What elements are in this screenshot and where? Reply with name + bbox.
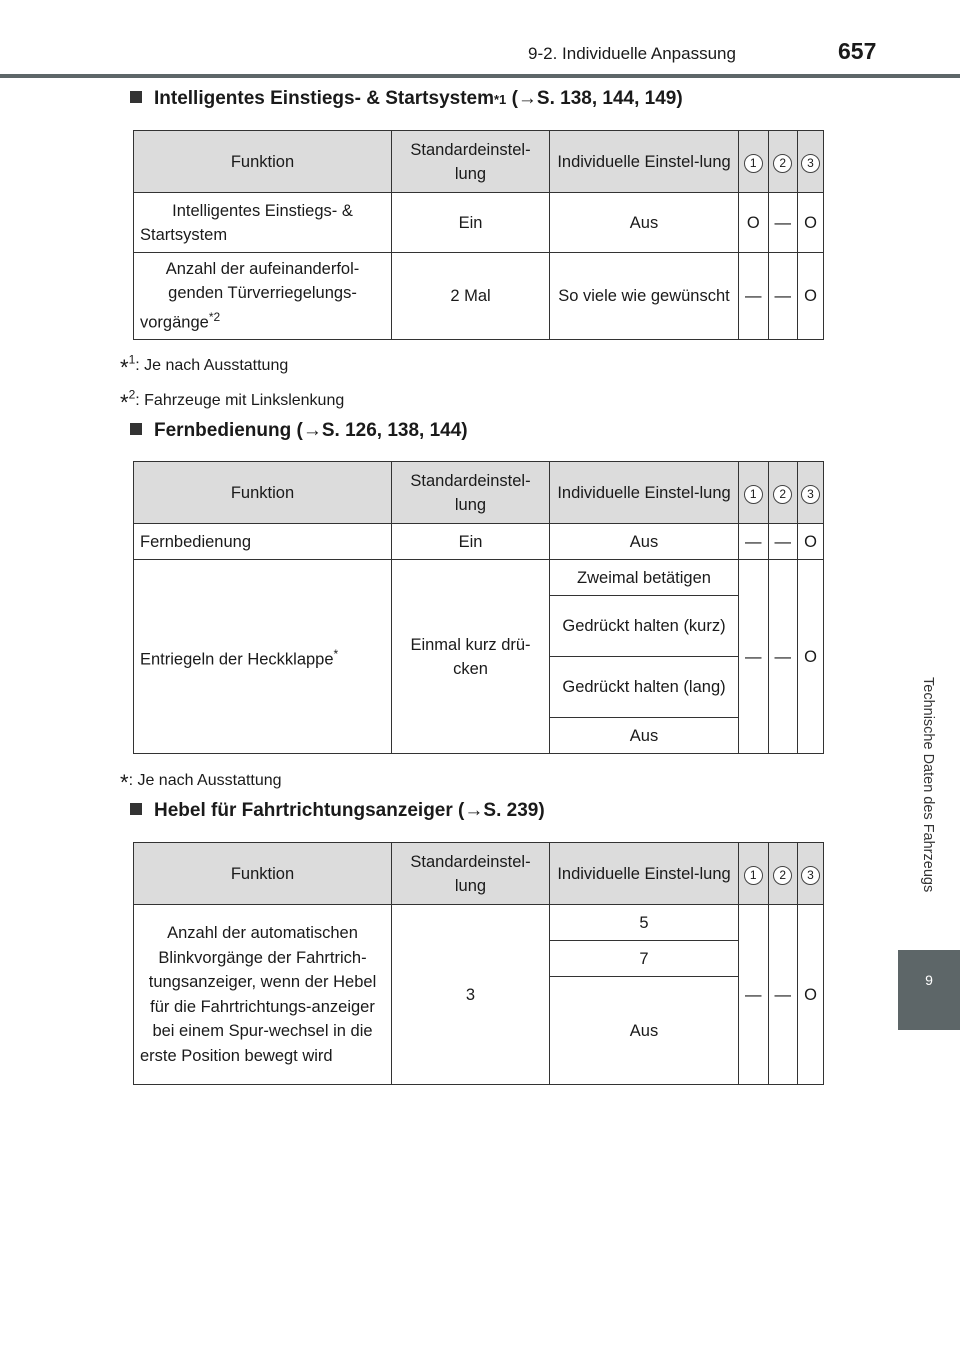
cell-mark: — bbox=[768, 905, 798, 1085]
cell-function: Anzahl der aufeinanderfol-genden Türverriegelungs-vorgänge$^{*2}$ bbox=[134, 253, 392, 340]
cell-standard: Einmal kurz drü-cken bbox=[392, 560, 550, 754]
th-funktion: Funktion bbox=[134, 843, 392, 905]
page-number: 657 bbox=[838, 38, 877, 64]
cell-individual: So viele wie gewünscht bbox=[550, 253, 739, 340]
cell-standard: 2 Mal bbox=[392, 253, 550, 340]
section-heading-3: Hebel für Fahrtrichtungsanzeiger ( → S. 239) bbox=[130, 800, 545, 822]
section-title: Intelligentes Einstiegs- & Startsystem bbox=[154, 88, 494, 109]
footnote-2: *$^2$: Fahrzeuge mit Linkslenkung bbox=[120, 387, 345, 415]
cell-individual-option: Aus bbox=[550, 718, 739, 754]
arrow-right-icon: → bbox=[302, 420, 322, 441]
th-num-2: 2 bbox=[768, 843, 798, 905]
footnote-3: *: Je nach Ausstattung bbox=[120, 770, 282, 795]
header-section-title: 9-2. Individuelle Anpassung bbox=[528, 44, 736, 63]
header-rule bbox=[0, 74, 960, 78]
cell-individual: Aus bbox=[550, 524, 739, 560]
footnote-1: *$^1$: Je nach Ausstattung bbox=[120, 352, 289, 380]
cell-function: Entriegeln der Heckklappe* bbox=[134, 560, 392, 754]
cell-mark: — bbox=[768, 253, 798, 340]
cell-individual-option: 7 bbox=[550, 941, 739, 977]
section-title: Hebel für Fahrtrichtungsanzeiger bbox=[154, 800, 453, 821]
cell-mark: — bbox=[739, 560, 769, 754]
th-individuell: Individuelle Einstel-lung bbox=[550, 131, 739, 193]
table-3 bbox=[133, 842, 824, 1085]
cell-standard: Ein bbox=[392, 193, 550, 253]
th-num-3: 3 bbox=[798, 462, 824, 524]
cell-mark: O bbox=[798, 524, 824, 560]
section-ref: S. 239) bbox=[483, 800, 545, 821]
th-num-2: 2 bbox=[768, 462, 798, 524]
th-standard: Standardeinstel-lung bbox=[392, 843, 550, 905]
table-row bbox=[134, 905, 824, 941]
table-2 bbox=[133, 461, 824, 754]
arrow-right-icon: → bbox=[517, 88, 537, 109]
th-num-3: 3 bbox=[798, 843, 824, 905]
cell-function: Intelligentes Einstiegs- & Startsystem bbox=[134, 193, 392, 253]
section-heading-2: Fernbedienung ( → S. 126, 138, 144) bbox=[130, 420, 468, 442]
th-funktion: Funktion bbox=[134, 462, 392, 524]
cell-mark: — bbox=[768, 524, 798, 560]
table-row bbox=[134, 524, 824, 560]
th-individuell: Individuelle Einstel-lung bbox=[550, 462, 739, 524]
cell-mark: — bbox=[768, 193, 798, 253]
th-num-1: 1 bbox=[739, 843, 769, 905]
cell-individual-option: Gedrückt halten (kurz) bbox=[550, 596, 739, 657]
table-1 bbox=[133, 130, 824, 340]
cell-mark: — bbox=[739, 524, 769, 560]
square-bullet-icon bbox=[130, 803, 142, 815]
cell-individual-option: Aus bbox=[550, 977, 739, 1085]
cell-standard: Ein bbox=[392, 524, 550, 560]
cell-mark: — bbox=[739, 905, 769, 1085]
cell-mark: — bbox=[739, 253, 769, 340]
cell-individual: Aus bbox=[550, 193, 739, 253]
th-num-2: 2 bbox=[768, 131, 798, 193]
table-row bbox=[134, 253, 824, 340]
cell-mark: O bbox=[798, 193, 824, 253]
cell-mark: O bbox=[798, 905, 824, 1085]
section-title: Fernbedienung bbox=[154, 420, 292, 441]
section-ref: S. 126, 138, 144) bbox=[321, 420, 468, 441]
section-ref: S. 138, 144, 149) bbox=[536, 88, 683, 109]
cell-mark: O bbox=[798, 560, 824, 754]
th-standard: Standardeinstel-lung bbox=[392, 462, 550, 524]
th-standard: Standardeinstel-lung bbox=[392, 131, 550, 193]
cell-mark: O bbox=[739, 193, 769, 253]
side-tab-label: Technische Daten des Fahrzeugs bbox=[920, 677, 936, 893]
cell-individual-option: 5 bbox=[550, 905, 739, 941]
table-row bbox=[134, 193, 824, 253]
section-heading-1: Intelligentes Einstiegs- & Startsystem *1 ( → S. 138, 144, 149) bbox=[130, 88, 683, 110]
cell-function: Anzahl der automatischen Blinkvorgänge der Fahrtrich-tungsanzeiger, wenn der Hebel für die Fahrtrichtungs-anzeiger bei einem Spur-wechsel in die erste Position bewegt wird bbox=[134, 905, 392, 1085]
chapter-tab: 9 bbox=[898, 950, 960, 1030]
cell-function: Fernbedienung bbox=[134, 524, 392, 560]
cell-standard: 3 bbox=[392, 905, 550, 1085]
th-num-3: 3 bbox=[798, 131, 824, 193]
th-num-1: 1 bbox=[739, 131, 769, 193]
cell-individual-option: Gedrückt halten (lang) bbox=[550, 657, 739, 718]
square-bullet-icon bbox=[130, 91, 142, 103]
cell-individual-option: Zweimal betätigen bbox=[550, 560, 739, 596]
th-funktion: Funktion bbox=[134, 131, 392, 193]
table-row bbox=[134, 560, 824, 596]
arrow-right-icon: → bbox=[464, 800, 484, 821]
th-individuell: Individuelle Einstel-lung bbox=[550, 843, 739, 905]
th-num-1: 1 bbox=[739, 462, 769, 524]
square-bullet-icon bbox=[130, 423, 142, 435]
cell-mark: — bbox=[768, 560, 798, 754]
cell-mark: O bbox=[798, 253, 824, 340]
